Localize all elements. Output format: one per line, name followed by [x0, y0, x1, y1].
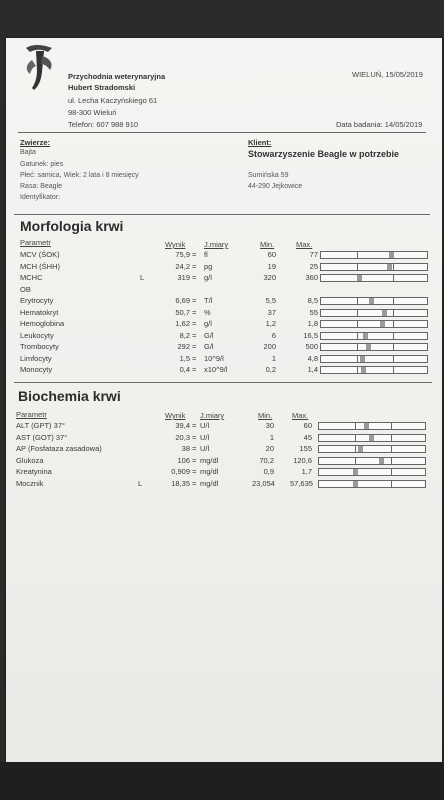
param-name: Hematokryt	[20, 307, 59, 317]
param-value: 1,5	[179, 353, 190, 363]
param-unit: mg/dl	[200, 478, 219, 488]
client-name: Stowarzyszenie Beagle w potrzebie	[248, 149, 400, 159]
range-bar-marker	[353, 481, 358, 487]
param-name: ALT (GPT) 37°	[16, 421, 65, 430]
animal-name: Bajta	[20, 149, 36, 156]
param-min: 30	[265, 421, 274, 430]
range-bar	[320, 320, 428, 328]
param-min: 0,2	[265, 365, 276, 374]
range-bar-divider	[357, 367, 358, 373]
range-bar	[320, 366, 428, 374]
param-value: 24,2	[175, 261, 190, 271]
param-min: 23,054	[252, 478, 275, 488]
range-bar-marker	[380, 321, 385, 327]
equals-sign: =	[192, 296, 197, 305]
range-bar-marker	[379, 458, 384, 464]
range-bar-divider	[393, 264, 394, 270]
param-name: Glukoza	[16, 455, 44, 465]
param-unit: T/l	[204, 296, 213, 305]
biochemia-title: Biochemia krwi	[18, 388, 121, 404]
animal-species: Gatunek: pies	[20, 161, 64, 168]
exam-date: Data badania: 14/05/2019	[336, 120, 423, 129]
range-bar-divider	[391, 458, 392, 464]
client-city: 44-290 Jejkowice	[248, 183, 303, 190]
range-bar-divider	[391, 446, 392, 452]
param-max: 120,6	[293, 455, 312, 465]
param-value: 38	[181, 444, 190, 453]
param-name: Trombocyty	[20, 342, 59, 351]
col-min-2: Min.	[258, 411, 273, 420]
param-value: 0,4	[179, 365, 190, 374]
range-bar-marker	[389, 252, 394, 258]
param-unit: g/l	[204, 319, 212, 328]
equals-sign: =	[192, 444, 197, 453]
range-bar-divider	[355, 458, 356, 464]
param-min: 37	[267, 307, 276, 317]
param-flag: L	[140, 273, 145, 282]
equals-sign: =	[192, 342, 197, 351]
param-flag: L	[138, 478, 143, 488]
param-name: Erytrocyty	[20, 296, 54, 305]
param-name: Hemoglobina	[20, 319, 65, 328]
clinic-street: ul. Lecha Kaczyńskiego 61	[68, 96, 158, 105]
param-value: 6,69	[175, 296, 190, 305]
param-value: 8,2	[179, 330, 190, 340]
range-bar-divider	[393, 310, 394, 316]
range-bar-marker	[382, 310, 387, 316]
param-name: MCHC	[20, 273, 43, 282]
param-value: 75,9	[175, 250, 190, 259]
range-bar	[318, 457, 426, 465]
param-name: AP (Fosfataza zasadowa)	[16, 444, 102, 453]
equals-sign: =	[192, 261, 197, 271]
range-bar-marker	[364, 423, 369, 429]
clinic-logo-icon	[22, 42, 58, 94]
equals-sign: =	[192, 467, 197, 476]
range-bar	[320, 343, 428, 351]
param-max: 55	[309, 307, 318, 317]
range-bar-divider	[393, 321, 394, 327]
equals-sign: =	[192, 478, 197, 488]
col-max: Max.	[296, 240, 313, 249]
param-name: Limfocyty	[20, 353, 52, 363]
param-max: 8,5	[307, 296, 318, 305]
animal-heading: Zwierze:	[20, 138, 51, 147]
range-bar-divider	[357, 333, 358, 339]
range-bar-divider	[357, 252, 358, 258]
range-bar-divider	[355, 423, 356, 429]
param-name: Leukocyty	[20, 330, 54, 340]
range-bar-marker	[353, 469, 358, 475]
range-bar-divider	[393, 344, 394, 350]
param-value: 50,7	[175, 307, 190, 317]
col-min: Min.	[260, 240, 275, 249]
equals-sign: =	[192, 319, 197, 328]
equals-sign: =	[192, 273, 197, 282]
client-street: Sumińska 59	[248, 172, 289, 179]
param-min: 60	[267, 250, 276, 259]
param-name: Monocyty	[20, 365, 53, 374]
param-max: 45	[303, 432, 312, 442]
param-unit: G/l	[204, 330, 214, 340]
range-bar-divider	[393, 367, 394, 373]
param-unit: G/l	[204, 342, 214, 351]
equals-sign: =	[192, 365, 197, 374]
col-result: Wynik	[165, 240, 186, 249]
param-max: 1,8	[307, 319, 318, 328]
param-max: 500	[305, 342, 318, 351]
param-unit: g/l	[204, 273, 212, 282]
param-value: 292	[177, 342, 190, 351]
range-bar-marker	[366, 344, 371, 350]
param-unit: mg/dl	[200, 467, 219, 476]
equals-sign: =	[192, 421, 197, 430]
param-value: 1,62	[175, 319, 190, 328]
param-min: 1	[269, 432, 274, 442]
param-max: 16,5	[303, 330, 318, 340]
param-min: 0,9	[263, 467, 274, 476]
range-bar-marker	[369, 298, 374, 304]
animal-sex-age: Płeć: samica, Wiek: 2 lata i 8 miesięcy	[20, 172, 139, 179]
param-unit: x10^9/l	[204, 365, 228, 374]
param-max: 360	[305, 273, 318, 282]
clinic-postal: 98-300 Wieluń	[68, 108, 117, 117]
param-min: 6	[271, 330, 276, 340]
param-min: 320	[263, 273, 276, 282]
param-value: 39,4	[175, 421, 190, 430]
range-bar-marker	[360, 356, 365, 362]
param-min: 20	[265, 444, 274, 453]
param-unit: U/l	[200, 432, 210, 442]
desk-background	[0, 762, 444, 800]
param-value: 20,3	[175, 432, 190, 442]
client-heading: Klient:	[248, 138, 272, 147]
place-date: WIELUŃ, 15/05/2019	[352, 70, 423, 79]
param-min: 200	[263, 342, 276, 351]
col-unit-2: J.miary	[200, 411, 225, 420]
range-bar	[320, 355, 428, 363]
equals-sign: =	[192, 353, 197, 363]
param-name: MCV (ŚOK)	[20, 250, 60, 259]
col-max-2: Max.	[292, 411, 309, 420]
range-bar-divider	[391, 469, 392, 475]
param-name: AST (GOT) 37°	[16, 432, 68, 442]
range-bar	[318, 445, 426, 453]
range-bar	[318, 468, 426, 476]
param-unit: fl	[204, 250, 208, 259]
param-min: 70,2	[259, 455, 274, 465]
range-bar-divider	[391, 423, 392, 429]
range-bar	[320, 251, 428, 259]
range-bar	[320, 309, 428, 317]
section-divider-2	[14, 382, 432, 383]
range-bar	[320, 263, 428, 271]
range-bar-divider	[357, 264, 358, 270]
param-max: 1,4	[307, 365, 318, 374]
range-bar-marker	[369, 435, 374, 441]
col-param-2: Parametr	[16, 410, 47, 419]
range-bar-divider	[355, 435, 356, 441]
range-bar-divider	[391, 435, 392, 441]
range-bar-marker	[387, 264, 392, 270]
range-bar-divider	[357, 356, 358, 362]
range-bar	[318, 434, 426, 442]
col-result-2: Wynik	[165, 411, 186, 420]
clinic-owner: Hubert Stradomski	[68, 83, 136, 92]
equals-sign: =	[192, 455, 197, 465]
range-bar	[320, 332, 428, 340]
range-bar-divider	[357, 310, 358, 316]
range-bar-marker	[361, 367, 366, 373]
param-unit: mg/dl	[200, 455, 219, 465]
equals-sign: =	[192, 307, 197, 317]
equals-sign: =	[192, 250, 197, 259]
param-unit: U/l	[200, 444, 210, 453]
range-bar-divider	[393, 333, 394, 339]
equals-sign: =	[192, 432, 197, 442]
param-max: 25	[309, 261, 318, 271]
param-name: Mocznik	[16, 478, 44, 488]
param-max: 1,7	[301, 467, 312, 476]
param-name: Kreatynina	[16, 467, 52, 476]
param-max: 77	[309, 250, 318, 259]
range-bar	[318, 480, 426, 488]
col-unit: J.miary	[204, 240, 229, 249]
param-min: 1,2	[265, 319, 276, 328]
range-bar-marker	[363, 333, 368, 339]
param-max: 57,635	[290, 478, 313, 488]
range-bar	[320, 274, 428, 282]
range-bar-divider	[393, 356, 394, 362]
range-bar-divider	[355, 446, 356, 452]
animal-identifier: Identyfikator:	[20, 194, 61, 201]
range-bar	[320, 297, 428, 305]
section-divider-1	[14, 214, 430, 215]
range-bar-divider	[357, 321, 358, 327]
param-unit: pg	[204, 261, 213, 271]
param-min: 1	[271, 353, 276, 363]
animal-breed: Rasa: Beagle	[20, 183, 63, 190]
param-unit: 10^9/l	[204, 353, 224, 363]
param-min: 19	[267, 261, 276, 271]
param-name: MCH (ŚHH)	[20, 261, 60, 271]
range-bar-divider	[393, 275, 394, 281]
param-min: 5,5	[265, 296, 276, 305]
range-bar-marker	[358, 446, 363, 452]
col-param: Parametr	[20, 238, 51, 247]
range-bar-divider	[393, 298, 394, 304]
param-value: 0,909	[171, 467, 190, 476]
range-bar-divider	[357, 298, 358, 304]
range-bar	[318, 422, 426, 430]
param-max: 155	[299, 444, 312, 453]
equals-sign: =	[192, 330, 197, 340]
param-max: 4,8	[307, 353, 318, 363]
header-divider	[18, 132, 426, 133]
range-bar-divider	[357, 344, 358, 350]
param-name: OB	[20, 284, 31, 294]
param-max: 60	[303, 421, 312, 430]
range-bar-marker	[357, 275, 362, 281]
param-value: 319	[177, 273, 190, 282]
param-value: 106	[177, 455, 190, 465]
clinic-phone: Telefon: 607 988 910	[68, 120, 139, 129]
morfologia-title: Morfologia krwi	[20, 218, 124, 234]
clinic-name: Przychodnia weterynaryjna	[68, 72, 166, 81]
range-bar-divider	[391, 481, 392, 487]
param-unit: %	[204, 307, 211, 317]
param-unit: U/l	[200, 421, 210, 430]
param-value: 18,35	[171, 478, 190, 488]
